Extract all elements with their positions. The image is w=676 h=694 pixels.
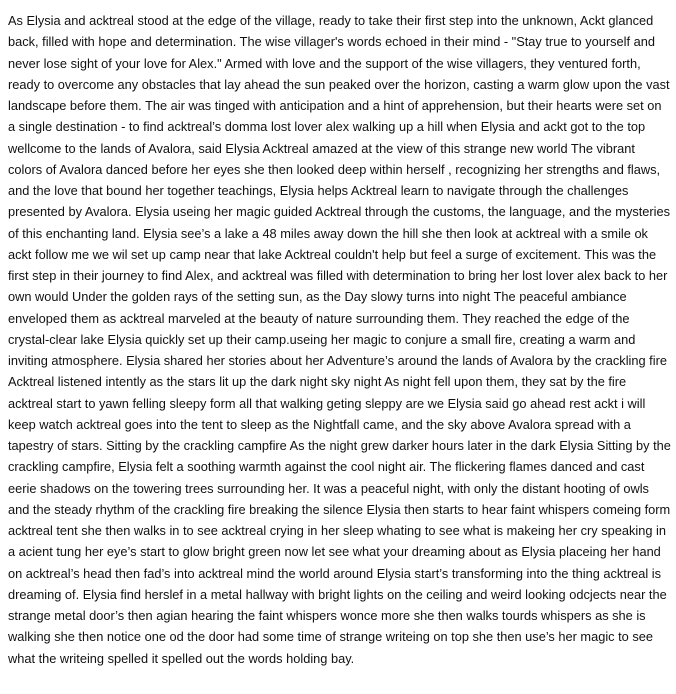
story-paragraph: As Elysia and acktreal stood at the edge of the village, ready to take their first step into the unknown, Ackt glanced back, filled with hope and determination. The wise villager's words echoed in their mind - "Stay true to yourself and never lose sight of your love for Alex." Armed with love and the support of the wise villagers, they ventured forth, ready to overcome any obstacles that lay ahead the sun peaked over the horizon, casting a warm glow upon the vast landscape before them. The air was tinged with anticipation and a hint of apprehension, but their hearts were set on a single destination - to find acktreal’s domma lost lover alex walking up a hill when Elysia and ackt got to the top wellcome to the lands of Avalora, said Elysia Acktreal amazed at the view of this strange new world The vibrant colors of Avalora danced before her eyes she then looked deep within herself , recognizing her strengths and flaws, and the love that bound her together teachings, Elysia helps Acktreal learn to navigate through the challenges presented by Avalora. Elysia useing her magic guided Acktreal through the customs, the language, and the mysteries of this enchanting land. Elysia see’s a lake a 48 miles away down the hill she then look at acktreal with a smile ok ackt follow me we wil set up camp near that lake Acktreal couldn't help but feel a surge of excitement. This was the first step in their journey to find Alex, and acktreal was filled with determination to bring her lost lover alex back to her own would Under the golden rays of the setting sun, as the Day slowy turns into night The peaceful ambiance enveloped them as acktreal marveled at the beauty of nature surrounding them. They reached the edge of the crystal-clear lake Elysia quickly set up their camp.useing her magic to conjure a small fire, creating a warm and inviting atmosphere. Elysia shared her stories about her Adventure’s around the lands of Avalora by the crackling fire Acktreal listened intently as the stars lit up the dark night sky night As night fell upon them, they sat by the fire acktreal start to yawn felling sleepy form all that walking geting sleppy are we Elysia said go ahead rest ackt i will keep watch acktreal goes into the tent to sleep as the Nightfall came, and the sky above Avalora spread with a tapestry of stars. Sitting by the crackling campfire As the night grew darker hours later in the dark Elysia Sitting by the crackling campfire, Elysia felt a soothing warmth against the cool night air. The flickering flames danced and cast eerie shadows on the towering trees surrounding her. It was a peaceful night, with only the distant hooting of owls and the steady rhythm of the crackling fire breaking the silence Elysia then starts to hear faint whispers comeing form acktreal tent she then walks in to see acktreal crying in her sleep whating to see what is makeing her cry speaking in a acient tung her eye’s start to glow bright green now let see what your dreaming about as Elysia placeing her hand on acktreal’s head then fad’s into acktreal mind the world around Elysia start’s transforming into the thing acktreal is dreaming of. Elysia find herslef in a metal hallway with bright lights on the ceiling and weird looking odcjects near the strange metal door’s then agian hearing the faint whispers wonce more she then walks tourds whispers as she is walking she then notice one od the door had some time of strange writeing on top she then use’s her magic to see what the writeing spelled it spelled out the words holding bay.	[8, 13, 671, 666]
